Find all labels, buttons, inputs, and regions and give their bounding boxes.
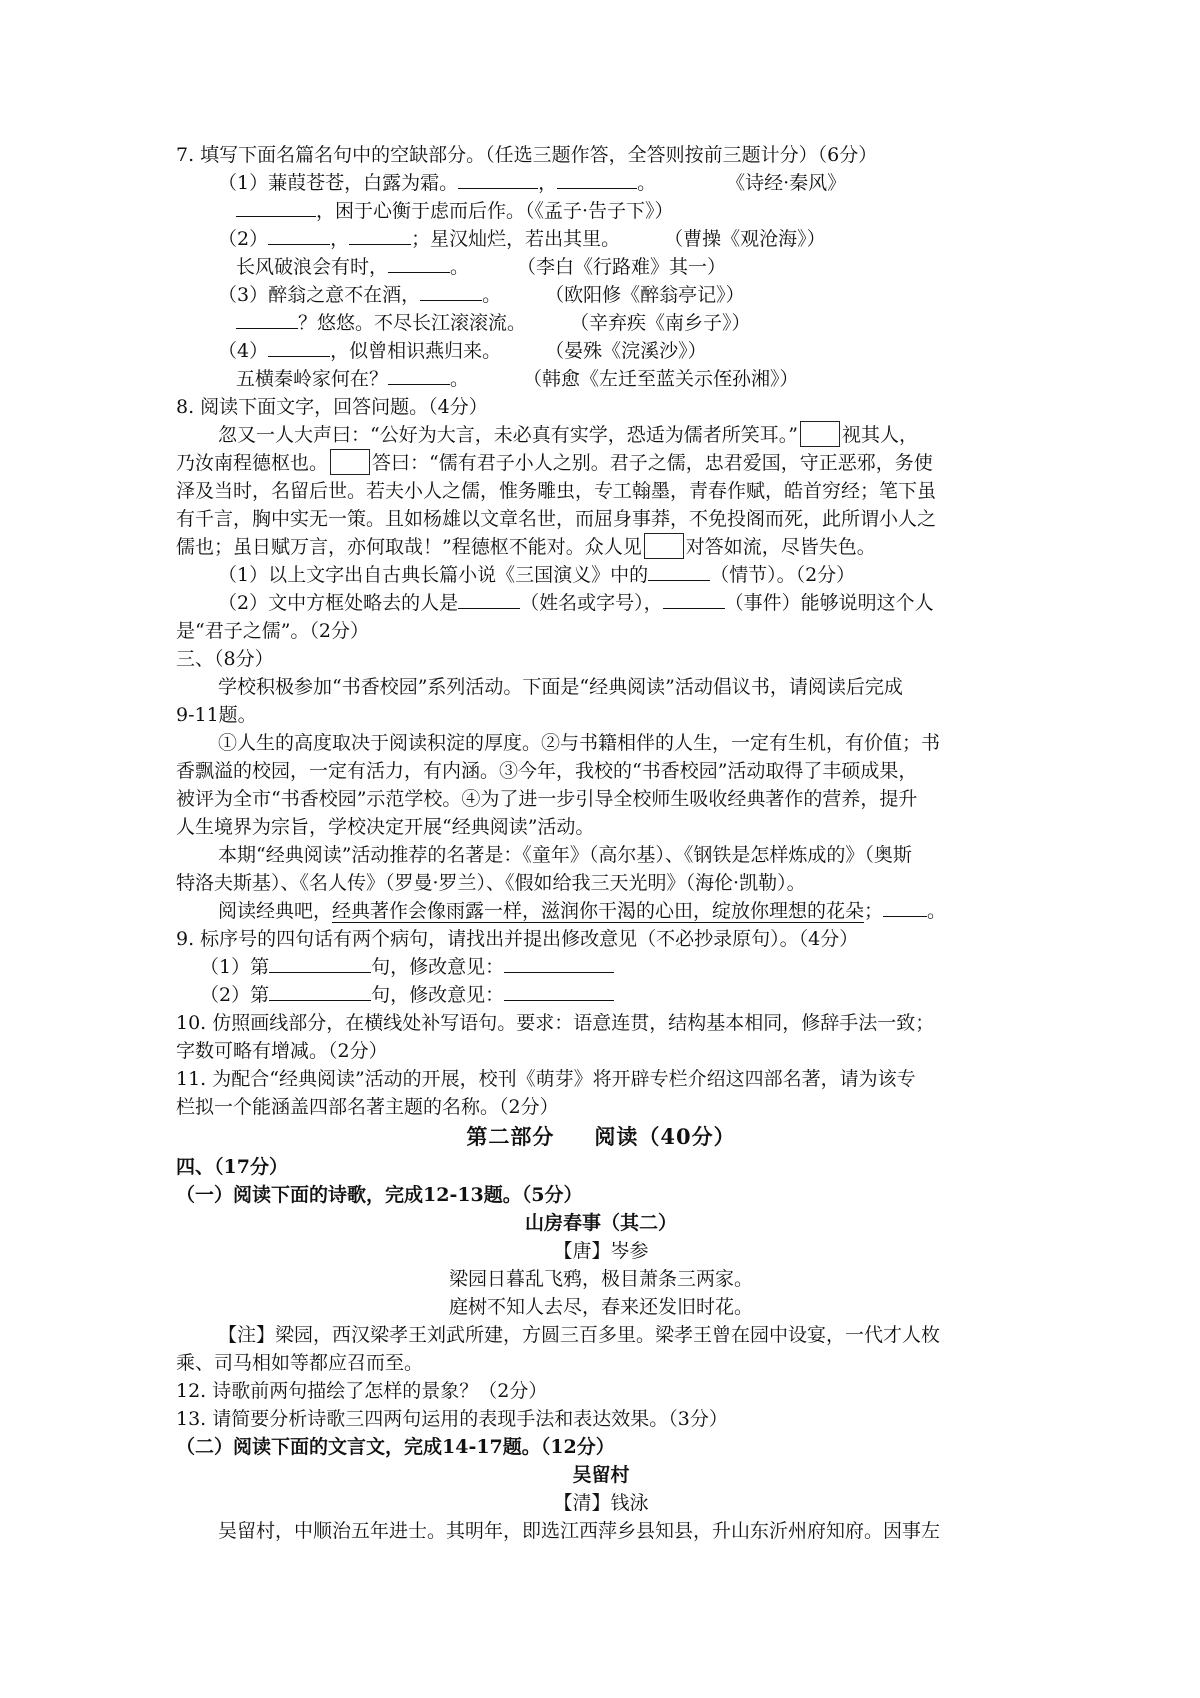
section-4-heading: 四、（17分） bbox=[176, 1156, 288, 1178]
q7-item1-line1: （1）蒹葭苍苍，白露为霜。 ， 。 《诗经·秦风》 bbox=[218, 172, 847, 194]
q11-prompt: 栏拟一个能涵盖四部名著主题的名称。（2分） bbox=[176, 1096, 559, 1118]
recommended-books: 特洛夫斯基）、《名人传》（罗曼·罗兰）、《假如给我三天光明》（海伦·凯勒）。 bbox=[176, 872, 806, 894]
q7-item2-line2: 长风破浪会有时， 。 （李白《行路难》其一） bbox=[236, 256, 727, 278]
poem-line: 梁园日暮乱飞鸦，极目萧条三两家。 bbox=[448, 1268, 753, 1290]
q8-passage-line: 忽又一人大声曰：“公好为大言，未必真有实学，恐适为儒者所笑耳。” 视其人， bbox=[176, 421, 1026, 449]
proposal-paragraph: 香飘溢的校园，一定有活力，有内涵。③今年，我校的“书香校园”活动取得了丰硕成果， bbox=[176, 760, 918, 782]
poem-author: 【唐】岑参 bbox=[553, 1240, 649, 1262]
fill-blank[interactable] bbox=[663, 590, 725, 609]
q7-item4-line1: （4） ，似曾相识燕归来。 （晏殊《浣溪沙》） bbox=[218, 340, 707, 362]
fill-blank[interactable] bbox=[268, 338, 330, 357]
q7-item1-line2: ，困于心衡于虑而后作。（《孟子·告子下》） bbox=[176, 197, 1026, 225]
omitted-name-box bbox=[330, 449, 370, 475]
fill-blank[interactable] bbox=[236, 198, 316, 217]
q10-prompt: 10. 仿照画线部分，在横线处补写语句。要求：语意连贯，结构基本相同，修辞手法一致； bbox=[176, 1012, 935, 1034]
fill-blank[interactable] bbox=[557, 170, 637, 189]
subsection-1-heading: （一）阅读下面的诗歌，完成12-13题。（5分） bbox=[176, 1184, 583, 1206]
fill-blank[interactable] bbox=[236, 310, 298, 329]
q10-prompt: 字数可略有增减。（2分） bbox=[176, 1040, 388, 1062]
q7-item4-line2: 五横秦岭家何在？ 。 （韩愈《左迁至蓝关示侄孙湘》） bbox=[236, 368, 799, 390]
q9-prompt: 9. 标序号的四句话有两个病句，请找出并提出修改意见（不必抄录原句）。（4分） bbox=[176, 928, 859, 950]
q7-prompt: 7. 填写下面名篇名句中的空缺部分。（任选三题作答，全答则按前三题计分）（6分） bbox=[176, 144, 878, 166]
proposal-paragraph: 被评为全市“书香校园”示范学校。④为了进一步引导全校师生吸收经典著作的营养，提升 bbox=[176, 788, 918, 810]
section-3-intro: 9-11题。 bbox=[176, 704, 257, 726]
fill-blank[interactable] bbox=[458, 170, 538, 189]
q8-passage-line: 儒也；虽日赋万言，亦何取哉！”程德枢不能对。众人见 对答如流，尽皆失色。 bbox=[176, 533, 1026, 561]
q9-answer-1: （1）第 句，修改意见： bbox=[176, 953, 1026, 981]
recommended-books: 本期“经典阅读”活动推荐的名著是：《童年》（高尔基）、《钢铁是怎样炼成的》（奥斯 bbox=[218, 844, 912, 866]
q8-subquestion-2-cont: 是“君子之儒”。（2分） bbox=[176, 620, 370, 642]
section-3-intro: 学校积极参加“书香校园”系列活动。下面是“经典阅读”活动倡议书，请阅读后完成 bbox=[218, 676, 903, 698]
omitted-name-box bbox=[800, 421, 840, 447]
underlined-sentence: 经典著作会像雨露一样，滋润你干渴的心田，绽放你理想的花朵 bbox=[332, 900, 865, 922]
page-content bbox=[176, 141, 1026, 1545]
prose-line: 吴留村，中顺治五年进士。其明年，即选江西萍乡县知县，升山东沂州府知府。因事左 bbox=[218, 1520, 941, 1542]
proposal-paragraph: 人生境界为宗旨，学校决定开展“经典阅读”活动。 bbox=[176, 816, 595, 838]
fill-blank[interactable] bbox=[420, 282, 482, 301]
fill-blank[interactable] bbox=[268, 226, 330, 245]
fill-blank[interactable] bbox=[883, 898, 927, 917]
prose-author: 【清】钱泳 bbox=[553, 1492, 649, 1514]
poem-note: 【注】梁园，西汉梁孝王刘武所建，方圆三百多里。梁孝王曾在园中设宴，一代才人枚 bbox=[218, 1324, 941, 1346]
omitted-name-box bbox=[644, 533, 684, 559]
q12-prompt: 12. 诗歌前两句描绘了怎样的景象？（2分） bbox=[176, 1380, 548, 1402]
poem-title: 山房春事（其二） bbox=[524, 1212, 677, 1234]
q7-item3-line1: （3）醉翁之意不在酒， 。 （欧阳修《醉翁亭记》） bbox=[218, 284, 745, 306]
prose-title: 吴留村 bbox=[572, 1464, 630, 1486]
fill-blank[interactable] bbox=[504, 954, 614, 973]
fill-blank[interactable] bbox=[648, 562, 710, 581]
q8-passage-line: 乃汝南程德枢也。 答曰：“儒有君子小人之别。君子之儒，忠君爱国，守正恶邪，务使 bbox=[176, 449, 1026, 477]
fill-blank[interactable] bbox=[269, 982, 371, 1001]
poem-line: 庭树不知人去尽，春来还发旧时花。 bbox=[448, 1296, 753, 1318]
q8-subquestion-1: （1）以上文字出自古典长篇小说《三国演义》中的 （情节）。（2分） bbox=[218, 564, 856, 586]
fill-blank[interactable] bbox=[349, 226, 411, 245]
q7-item3-line2: ？悠悠。不尽长江滚滚流。 （辛弃疾《南乡子》） bbox=[176, 309, 1026, 337]
q7-item2-line1: （2） ， ；星汉灿烂，若出其里。 （曹操《观沧海》） bbox=[218, 228, 826, 250]
q13-prompt: 13. 请简要分析诗歌三四两句运用的表现手法和表达效果。（3分） bbox=[176, 1408, 728, 1430]
section-3-heading: 三、（8分） bbox=[176, 648, 274, 670]
fill-blank[interactable] bbox=[388, 254, 450, 273]
part-2-title: 第二部分 阅读（40分） bbox=[466, 1124, 736, 1149]
q8-passage-line: 有千言，胸中实无一策。且如杨雄以文章名世，而屈身事莽，不免投阁而死，此所谓小人之 bbox=[176, 508, 937, 530]
q9-answer-2: （2）第 句，修改意见： bbox=[176, 981, 1026, 1009]
q8-prompt: 8. 阅读下面文字，回答问题。（4分） bbox=[176, 396, 488, 418]
q8-passage-line: 泽及当时，名留后世。若夫小人之儒，惟务雕虫，专工翰墨，青春作赋，皓首穷经；笔下虽 bbox=[176, 480, 937, 502]
q8-subquestion-2: （2）文中方框处略去的人是 （姓名或字号）， （事件）能够说明这个人 bbox=[218, 592, 934, 614]
fill-blank[interactable] bbox=[269, 954, 371, 973]
fill-blank[interactable] bbox=[388, 366, 450, 385]
closing-line: 阅读经典吧，经典著作会像雨露一样，滋润你干渴的心田，绽放你理想的花朵； 。 bbox=[218, 900, 947, 922]
proposal-paragraph: ①人生的高度取决于阅读积淀的厚度。②与书籍相伴的人生，一定有生机，有价值；书 bbox=[218, 732, 941, 754]
subsection-2-heading: （二）阅读下面的文言文，完成14-17题。（12分） bbox=[176, 1436, 615, 1458]
fill-blank[interactable] bbox=[458, 590, 520, 609]
q11-prompt: 11. 为配合“经典阅读”活动的开展，校刊《萌芽》将开辟专栏介绍这四部名著，请为该专 bbox=[176, 1068, 916, 1090]
fill-blank[interactable] bbox=[504, 982, 614, 1001]
poem-note: 乘、司马相如等都应召而至。 bbox=[176, 1352, 424, 1374]
